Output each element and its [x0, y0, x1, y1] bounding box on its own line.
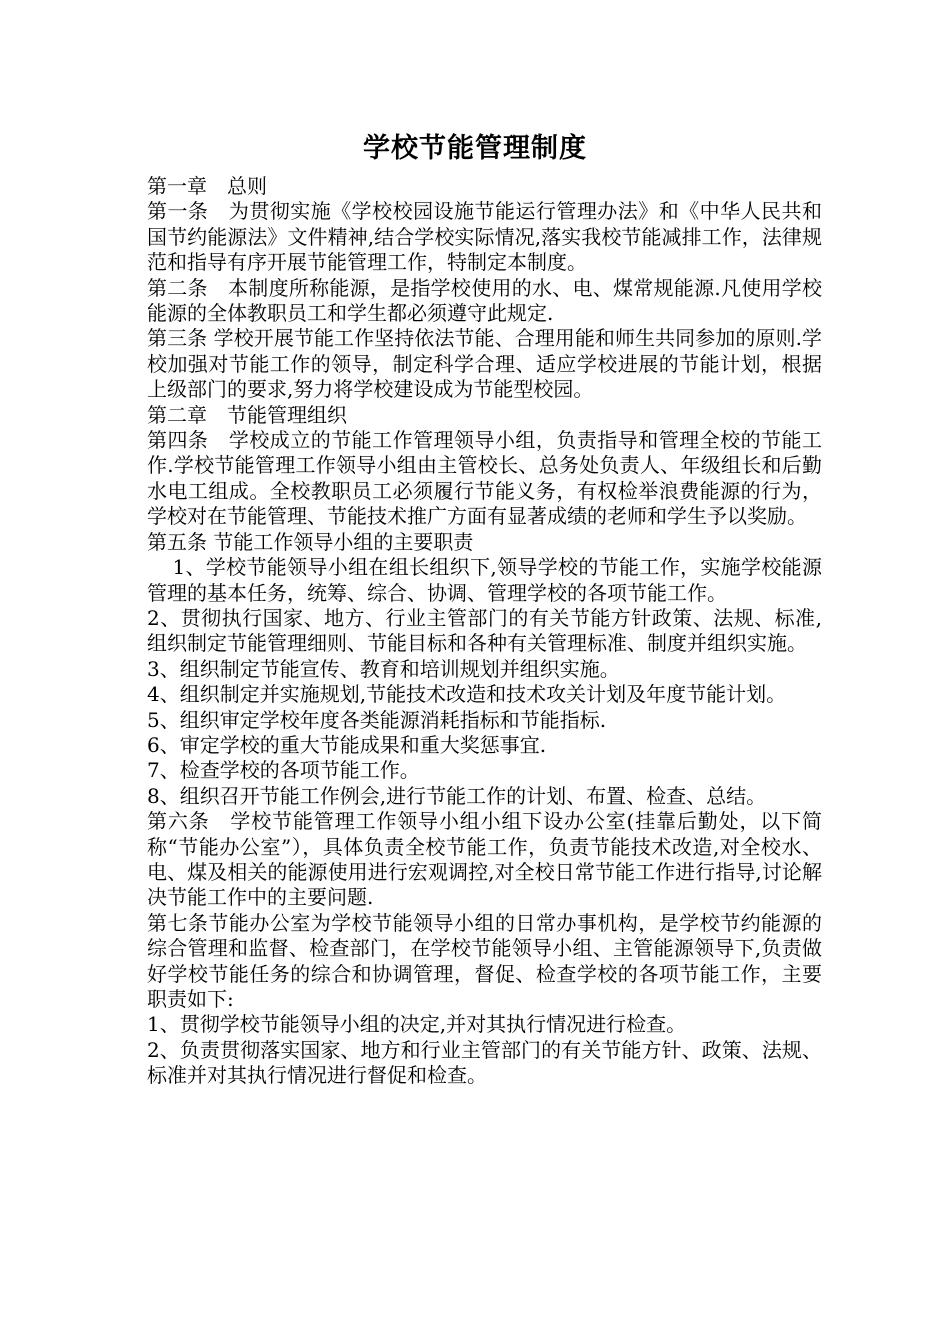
- document-title: 学校节能管理制度: [363, 133, 587, 164]
- article-5-item-4: 4、组织制定并实施规划,节能技术改造和技术攻关计划及年度节能计划。: [147, 682, 787, 707]
- article-5-item-6: 6、审定学校的重大节能成果和重大奖惩事宜.: [147, 732, 547, 757]
- article-7-item-1: 1、贯彻学校节能领导小组的决定,并对其执行情况进行检查。: [147, 1012, 687, 1037]
- article-5-item-2: 2、贯彻执行国家、地方、行业主管部门的有关节能方针政策、法规、标准,组织制定节能管理细则、节能目标和各种有关管理标准、制度并组织实施。: [147, 605, 822, 656]
- article-5: 第五条 节能工作领导小组的主要职责: [147, 529, 474, 554]
- article-5-item-3: 3、组织制定节能宣传、教育和培训规划并组织实施。: [147, 656, 620, 681]
- article-5-item-8: 8、组织召开节能工作例会,进行节能工作的计划、布置、检查、总结。: [147, 783, 767, 808]
- article-4: 第四条 学校成立的节能工作管理领导小组，负责指导和管理全校的节能工作.学校节能管理工作领导小组由主管校长、总务处负责人、年级组长和后勤水电工组成。全校教职员工必须履行节能义务，有权检举浪费能源的行为，学校对在节能管理、节能技术推广方面有显著成绩的老师和学生予以奖励。: [147, 428, 822, 529]
- article-2: 第二条 本制度所称能源，是指学校使用的水、电、煤常规能源.凡使用学校能源的全体教职员工和学生都必须遵守此规定.: [147, 275, 822, 326]
- article-6: 第六条 学校节能管理工作领导小组小组下设办公室(挂靠后勤处，以下简称“节能办公室”），具体负责全校节能工作，负责节能技术改造,对全校水、电、煤及相关的能源使用进行宏观调控,对全校日常节能工作进行指导,讨论解决节能工作中的主要问题.: [147, 809, 822, 910]
- chapter-heading-1: 第一章 总则: [147, 174, 267, 198]
- article-5-item-1: 1、学校节能领导小组在组长组织下,领导学校的节能工作，实施学校能源管理的基本任务，统筹、综合、协调、管理学校的各项节能工作。: [147, 555, 822, 605]
- article-7: 第七条节能办公室为学校节能领导小组的日常办事机构，是学校节约能源的综合管理和监督、检查部门，在学校节能领导小组、主管能源领导下,负责做好学校节能任务的综合和协调管理，督促、检查学校的各项节能工作，主要职责如下:: [147, 910, 822, 1011]
- article-7-item-2: 2、负责贯彻落实国家、地方和行业主管部门的有关节能方针、政策、法规、标准并对其执行情况进行督促和检查。: [147, 1037, 822, 1088]
- article-5-item-5: 5、组织审定学校年度各类能源消耗指标和节能指标.: [147, 707, 607, 732]
- document-body: [147, 174, 822, 1089]
- article-5-item-7: 7、检查学校的各项节能工作。: [147, 758, 420, 783]
- chapter-heading-2: 第二章 节能管理组织: [147, 402, 347, 427]
- article-1: 第一条 为贯彻实施《学校校园设施节能运行管理办法》和《中华人民共和国节约能源法》文件精神,结合学校实际情况,落实我校节能减排工作，法律规范和指导有序开展节能管理工作，特制定本制度。: [147, 199, 822, 275]
- article-3: 第三条 学校开展节能工作坚持依法节能、合理用能和师生共同参加的原则.学校加强对节能工作的领导，制定科学合理、适应学校进展的节能计划，根据上级部门的要求,努力将学校建设成为节能型校园。: [147, 326, 822, 402]
